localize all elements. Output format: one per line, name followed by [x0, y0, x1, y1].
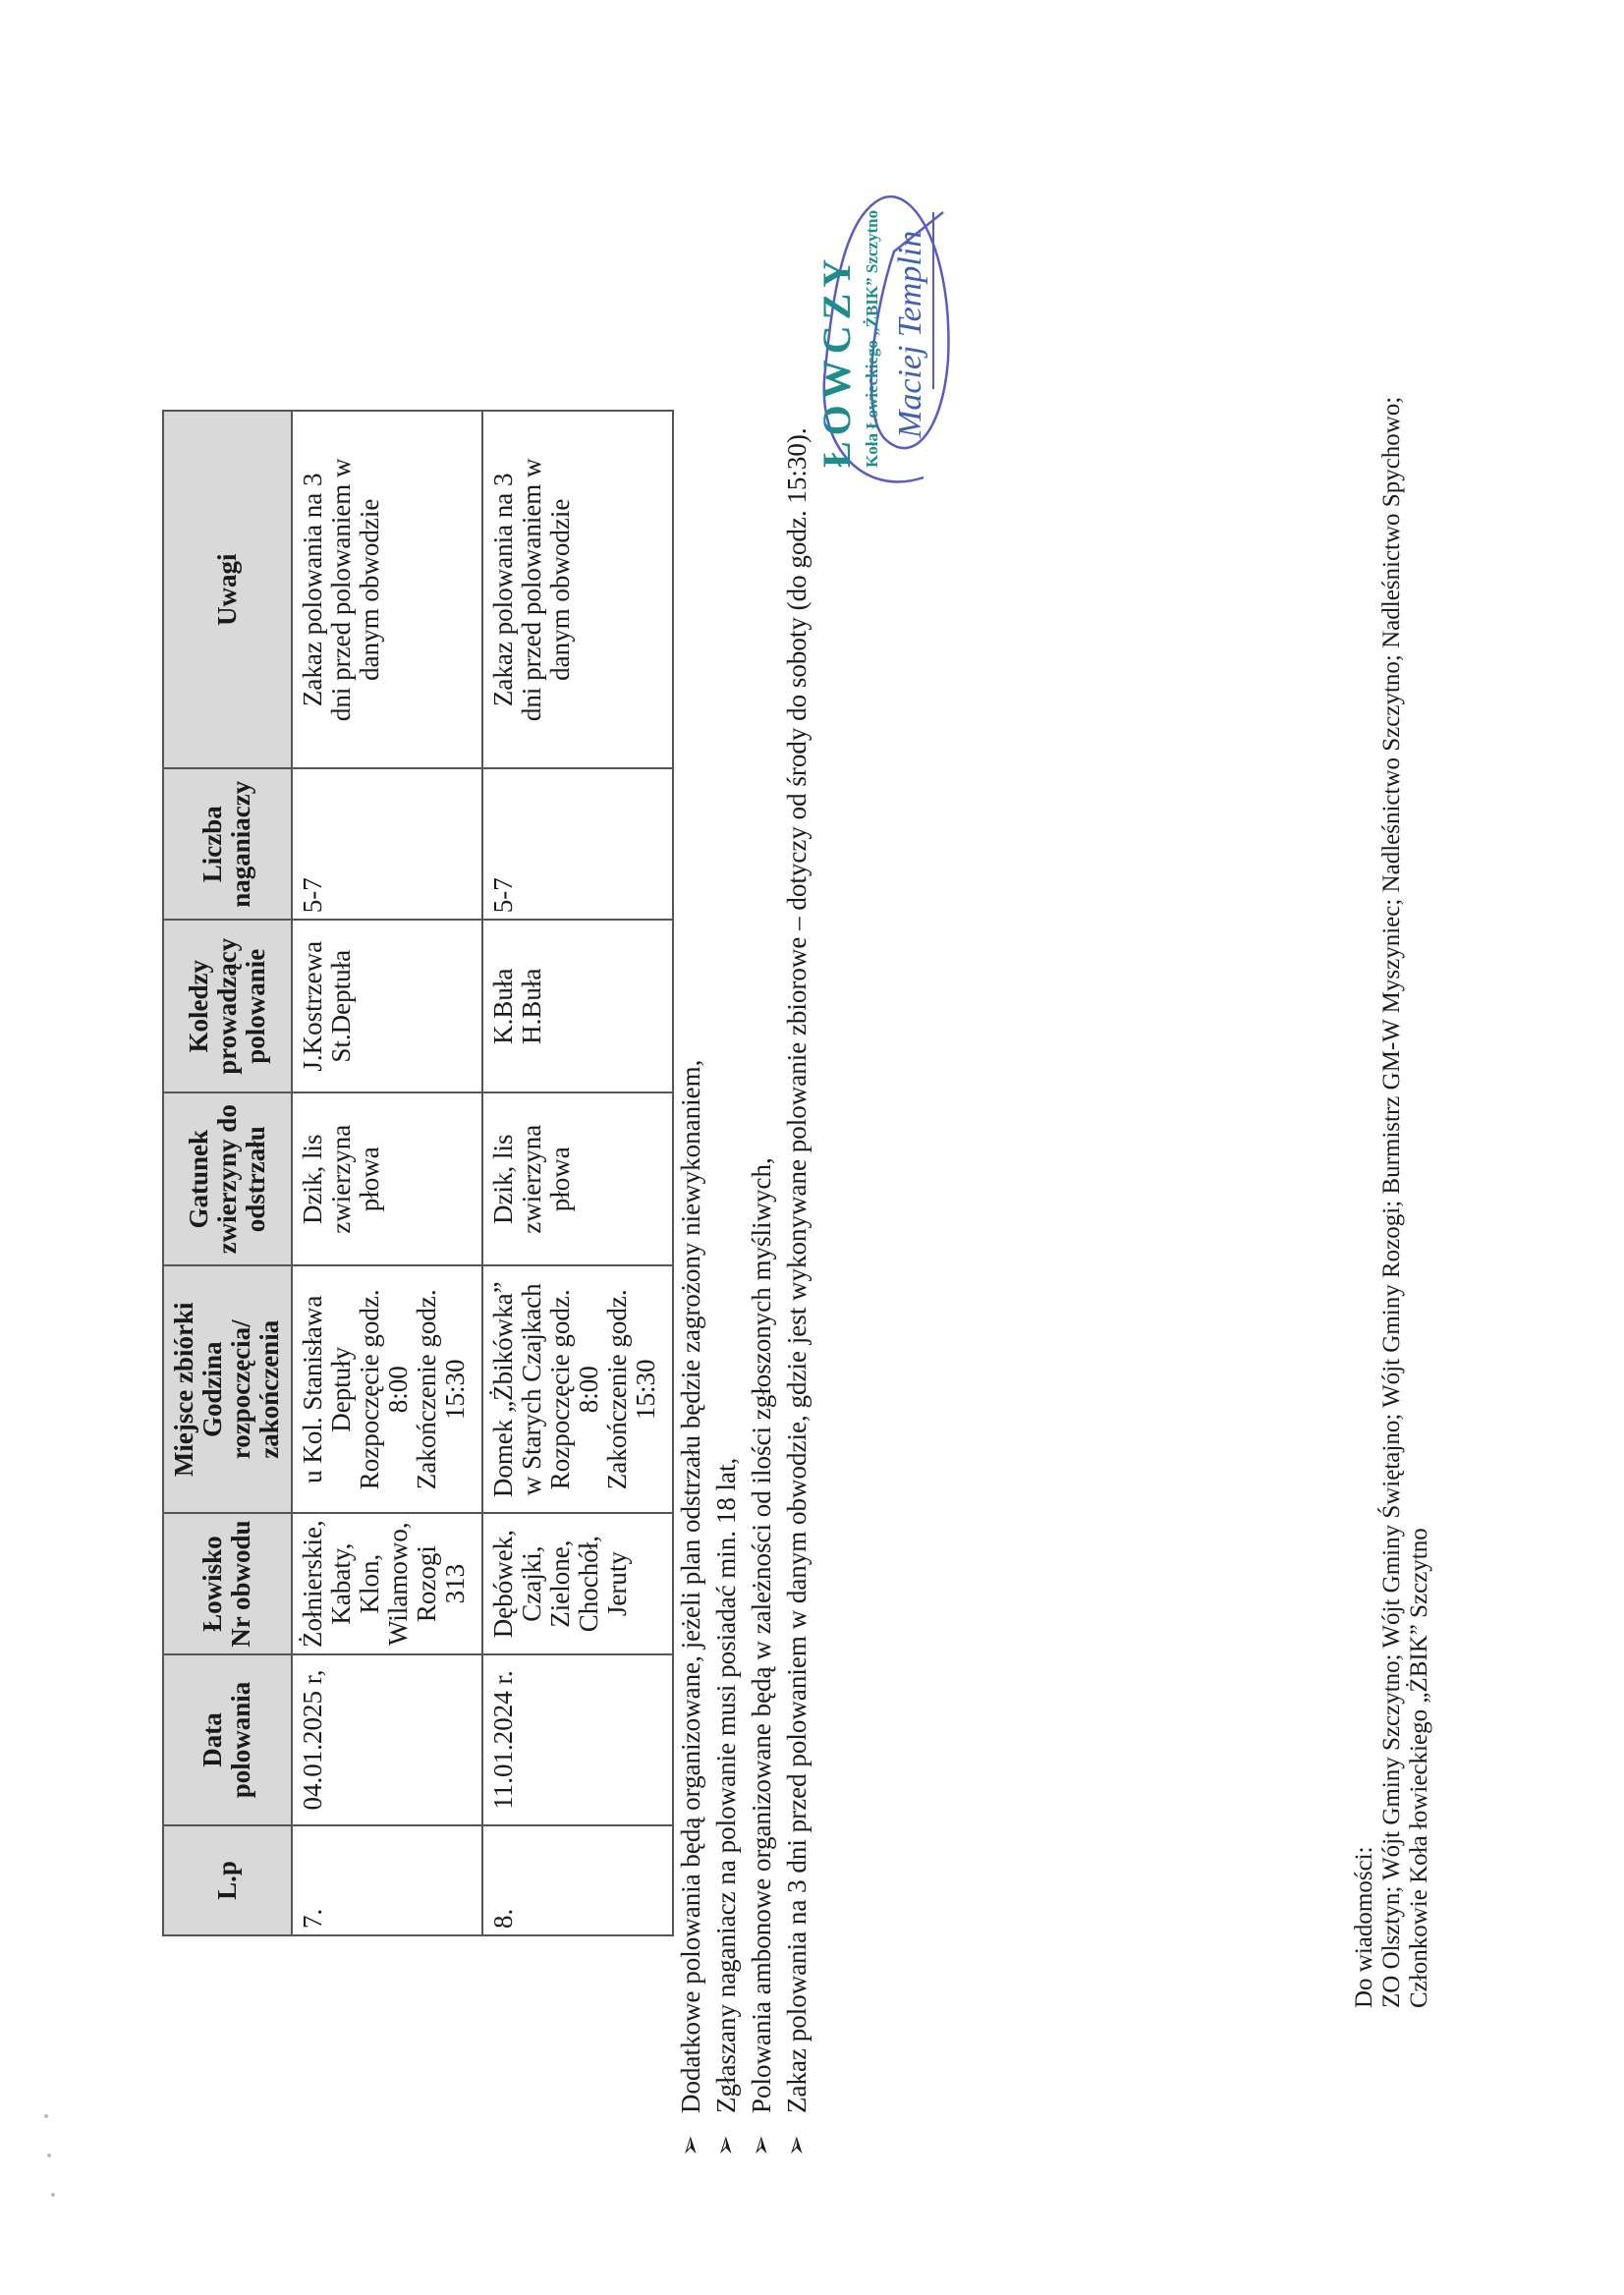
cell-species: Dzik, lis zwierzyna płowa: [482, 1092, 673, 1265]
notes-list: [673, 427, 814, 2162]
table-row: [482, 411, 673, 1935]
header-leaders: Koledzy prowadzący polowanie: [163, 920, 292, 1092]
header-meeting-place: Miejsce zbiórki Godzina rozpoczęcia/ zakończenia: [163, 1265, 292, 1513]
arrow-bullet-icon: ➢: [782, 2135, 811, 2156]
official-stamp: [806, 183, 963, 507]
cell-species: Dzik, lis zwierzyna płowa: [292, 1092, 482, 1265]
scan-speck: [47, 2154, 51, 2157]
scan-speck: [44, 2114, 48, 2118]
footer-label: Do wiadomości:: [1351, 1846, 1377, 2008]
cell-leaders: J.Kostrzewa St.Deptuła: [292, 920, 482, 1092]
header-beaters-count: Liczba naganiaczy: [163, 768, 292, 920]
cell-hunting-area: Żołnierskie, Kabaty, Klon, Wilamowo, Rozogi 313: [292, 1513, 482, 1654]
cell-beaters-count: 5-7: [292, 768, 482, 920]
arrow-bullet-icon: ➢: [747, 2135, 775, 2156]
header-lp: L.p: [163, 1825, 292, 1935]
footer-recipients: ZO Olsztyn; Wójt Gminy Szczytno; Wójt Gminy Świętajno; Wójt Gminy Rozogi; Burmistrz GM-W Myszyniec; Nadleśnictwo Szczytno; Nadleśnictwo Spychowo;: [1378, 396, 1405, 2008]
stamp-signature-name: Maciej Templin: [892, 230, 928, 438]
cell-notes: Zakaz polowania na 3 dni przed polowaniem w danym obwodzie: [482, 411, 673, 768]
header-notes: Uwagi: [163, 411, 292, 768]
cell-lp: 7.: [292, 1825, 482, 1935]
table-header-row: [163, 411, 292, 1935]
cell-meeting-place: Domek „Żbikówka” w Starych Czajkach Rozpoczęcie godz. 8:00 Zakończenie godz. 15:30: [482, 1265, 673, 1513]
hunting-schedule-table: [162, 410, 674, 1936]
list-item: ➢ Polowania ambonowe organizowane będą w zależności od ilości zgłoszonych myśliwych,: [744, 427, 779, 2162]
scan-speck: [51, 2193, 55, 2197]
header-hunting-area: Łowisko Nr obwodu: [163, 1513, 292, 1654]
footer-members: Członkowie Koła łowieckiego „ŻBIK” Szczytno: [1406, 1528, 1432, 2008]
cell-lp: 8.: [482, 1825, 673, 1935]
cell-beaters-count: 5-7: [482, 768, 673, 920]
arrow-bullet-icon: ➢: [676, 2135, 704, 2156]
cell-leaders: K.Buła H.Buła: [482, 920, 673, 1092]
distribution-list: [1351, 397, 1433, 2008]
header-species: Gatunek zwierzyny do odstrzału: [163, 1092, 292, 1265]
arrow-bullet-icon: ➢: [711, 2135, 740, 2156]
cell-notes: Zakaz polowania na 3 dni przed polowaniem w danym obwodzie: [292, 411, 482, 768]
cell-date: 04.01.2025 r,: [292, 1654, 482, 1825]
stamp-title: ŁOWCZY: [814, 252, 859, 468]
list-item: ➢ Zakaz polowania na 3 dni przed polowaniem w danym obwodzie, gdzie jest wykonywane polowanie zbiorowe – dotyczy od środy do soboty (do godz. 15:30).: [779, 427, 814, 2162]
table-row: [292, 411, 482, 1935]
list-item: ➢ Zgłaszany naganiacz na polowanie musi posiadać min. 18 lat,: [708, 427, 744, 2162]
cell-hunting-area: Dębówek, Czajki, Zielone, Chochół, Jeruty: [482, 1513, 673, 1654]
header-date: Data polowania: [163, 1654, 292, 1825]
list-item: ➢ Dodatkowe polowania będą organizowane, jeżeli plan odstrzału będzie zagrożony niewykonaniem,: [673, 427, 708, 2162]
cell-date: 11.01.2024 r.: [482, 1654, 673, 1825]
cell-meeting-place: u Kol. Stanisława Deptuły Rozpoczęcie godz. 8:00 Zakończenie godz. 15:30: [292, 1265, 482, 1513]
stamp-subtitle: Koła Łowieckiego „ŻBIK” Szczytno: [863, 209, 881, 468]
